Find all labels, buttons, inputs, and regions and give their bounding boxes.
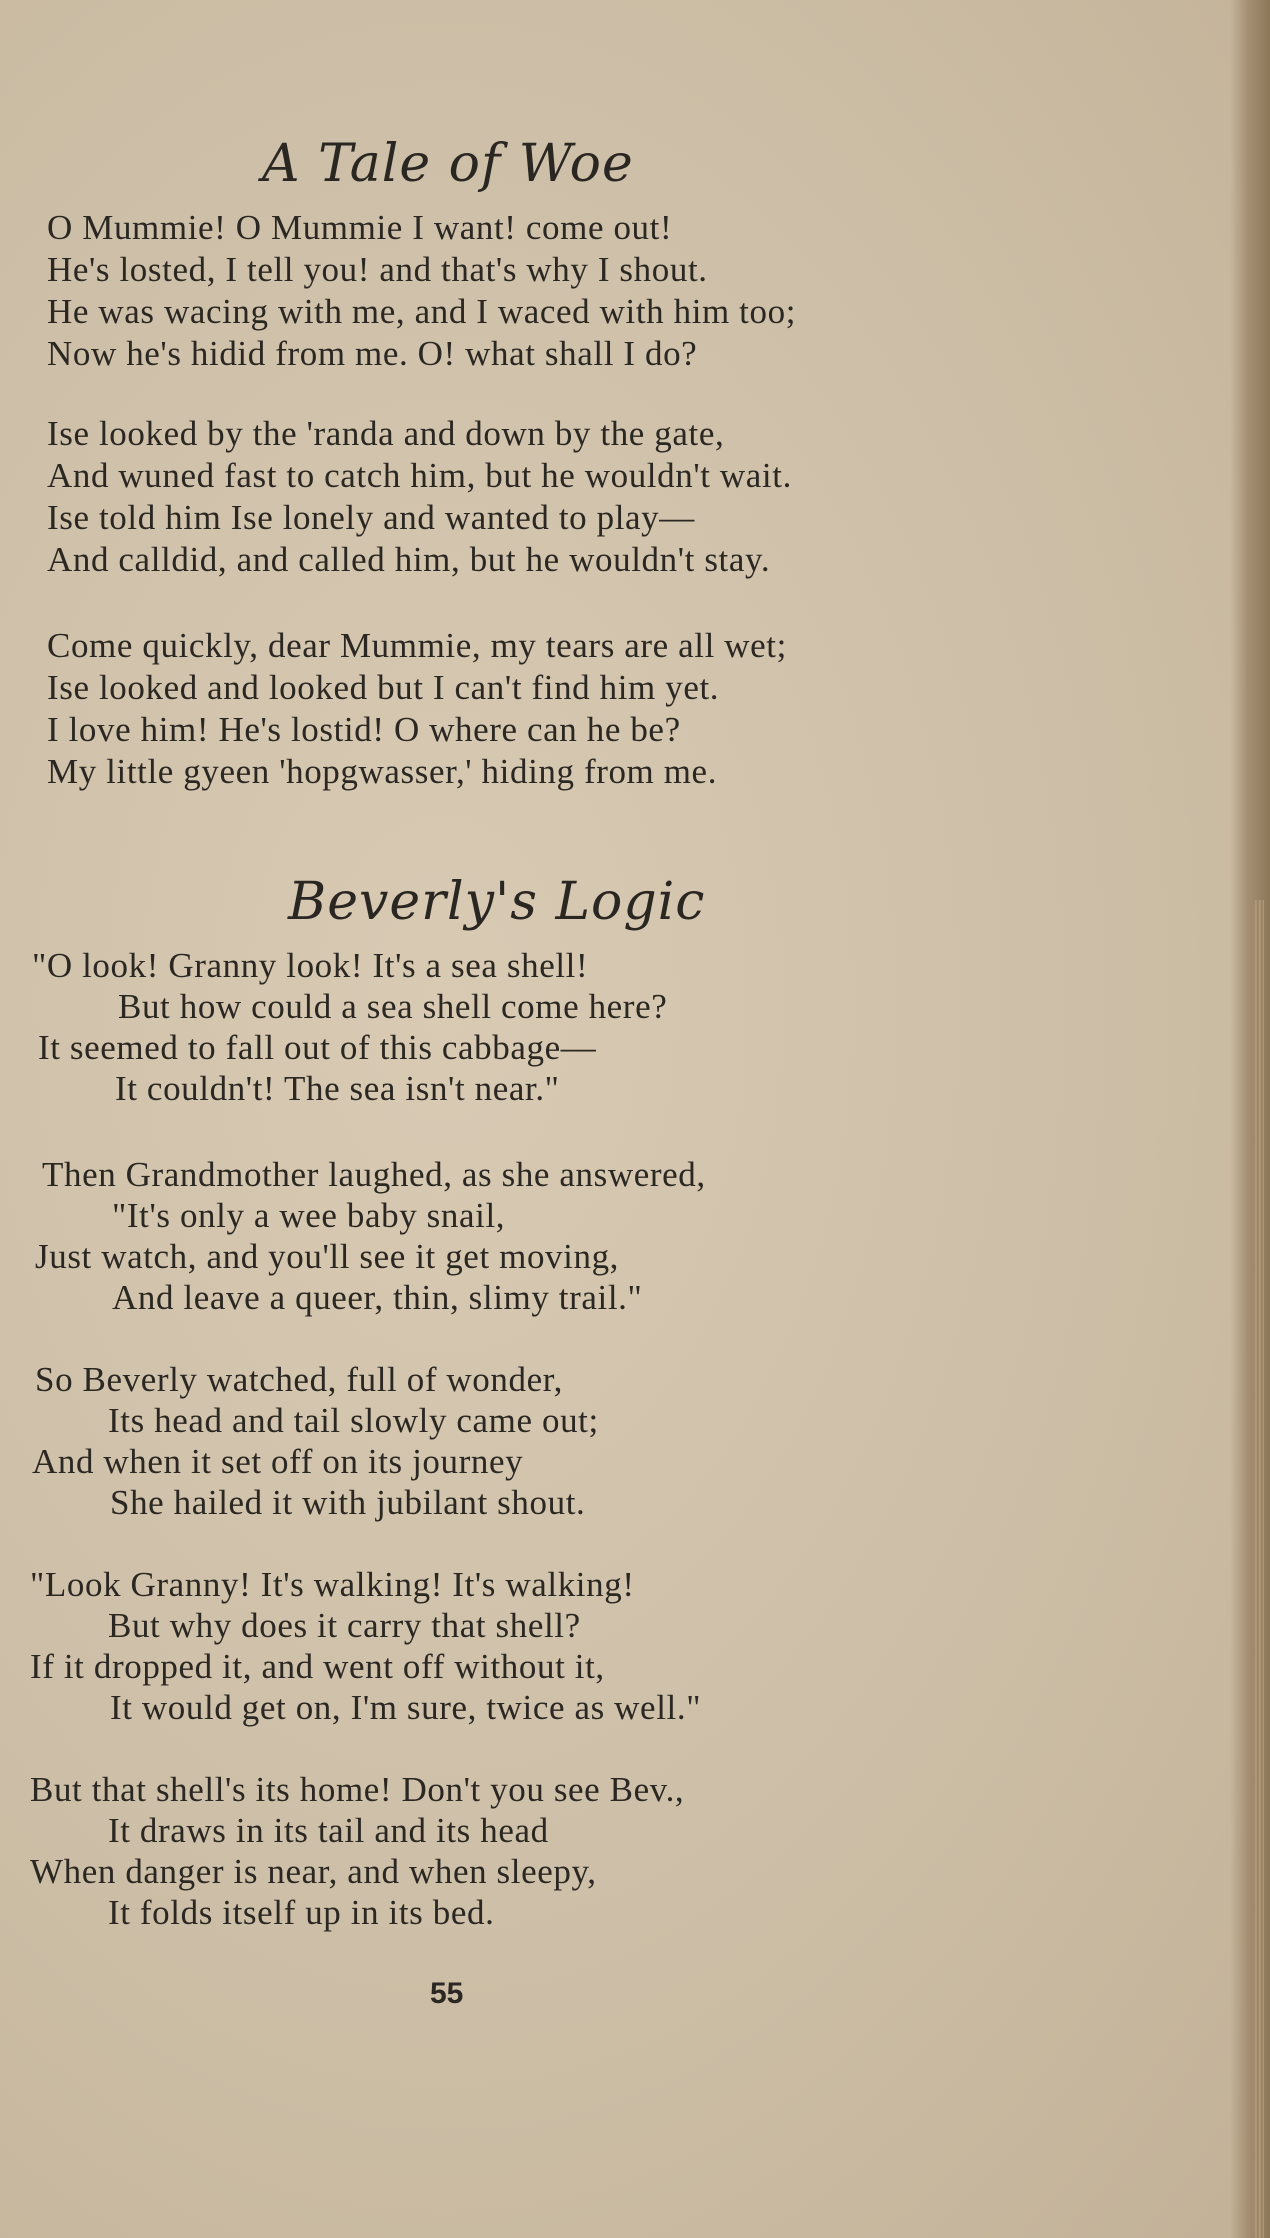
poem-line: "It's only a wee baby snail,: [112, 1196, 506, 1235]
poem-line: I love him! He's lostid! O where can he be?: [47, 710, 681, 749]
poem-line: Its head and tail slowly came out;: [108, 1401, 599, 1440]
poem-line: But that shell's its home! Don't you see Bev.,: [30, 1770, 685, 1809]
poem-line: When danger is near, and when sleepy,: [30, 1852, 597, 1891]
poem-line: If it dropped it, and went off without it,: [30, 1647, 605, 1686]
poem-line: But how could a sea shell come here?: [118, 987, 668, 1026]
poem-line: She hailed it with jubilant shout.: [110, 1483, 586, 1522]
poem-line: Ise told him Ise lonely and wanted to play—: [47, 498, 695, 537]
poem-line: It seemed to fall out of this cabbage—: [38, 1028, 597, 1067]
poem-line: It couldn't! The sea isn't near.": [115, 1069, 560, 1108]
poem-line: Ise looked by the 'randa and down by the gate,: [47, 414, 725, 453]
poem-line: It would get on, I'm sure, twice as well.": [110, 1688, 702, 1727]
page-edges: [1254, 900, 1264, 2238]
poem-line: It draws in its tail and its head: [108, 1811, 549, 1850]
poem-title-tale-of-woe: A Tale of Woe: [262, 134, 634, 194]
poem-line: Just watch, and you'll see it get moving,: [35, 1237, 620, 1276]
page-number: 55: [430, 1977, 464, 2010]
poem-line: Come quickly, dear Mummie, my tears are all wet;: [47, 626, 787, 665]
poem-line: "Look Granny! It's walking! It's walking!: [30, 1565, 635, 1604]
poem-line: Now he's hidid from me. O! what shall I do?: [47, 334, 698, 373]
book-spine-shadow: [1230, 0, 1270, 2238]
poem-line: He's losted, I tell you! and that's why I shout.: [47, 250, 708, 289]
poem-line: My little gyeen 'hopgwasser,' hiding from me.: [47, 752, 718, 791]
poem-line: He was wacing with me, and I waced with him too;: [47, 292, 797, 331]
poem-line: And wuned fast to catch him, but he wouldn't wait.: [47, 456, 792, 495]
poem-line: Ise looked and looked but I can't find him yet.: [47, 668, 720, 707]
poem-line: O Mummie! O Mummie I want! come out!: [47, 208, 673, 247]
poem-line: "O look! Granny look! It's a sea shell!: [32, 946, 589, 985]
poem-line: And calldid, and called him, but he wouldn't stay.: [47, 540, 771, 579]
poem-line: And when it set off on its journey: [32, 1442, 524, 1481]
poem-line: And leave a queer, thin, slimy trail.": [112, 1278, 643, 1317]
poem-line: It folds itself up in its bed.: [108, 1893, 495, 1932]
poem-line: But why does it carry that shell?: [108, 1606, 581, 1645]
poem-line: Then Grandmother laughed, as she answered,: [42, 1155, 706, 1194]
poem-title-beverlys-logic: Beverly's Logic: [288, 872, 706, 932]
poem-line: So Beverly watched, full of wonder,: [35, 1360, 563, 1399]
